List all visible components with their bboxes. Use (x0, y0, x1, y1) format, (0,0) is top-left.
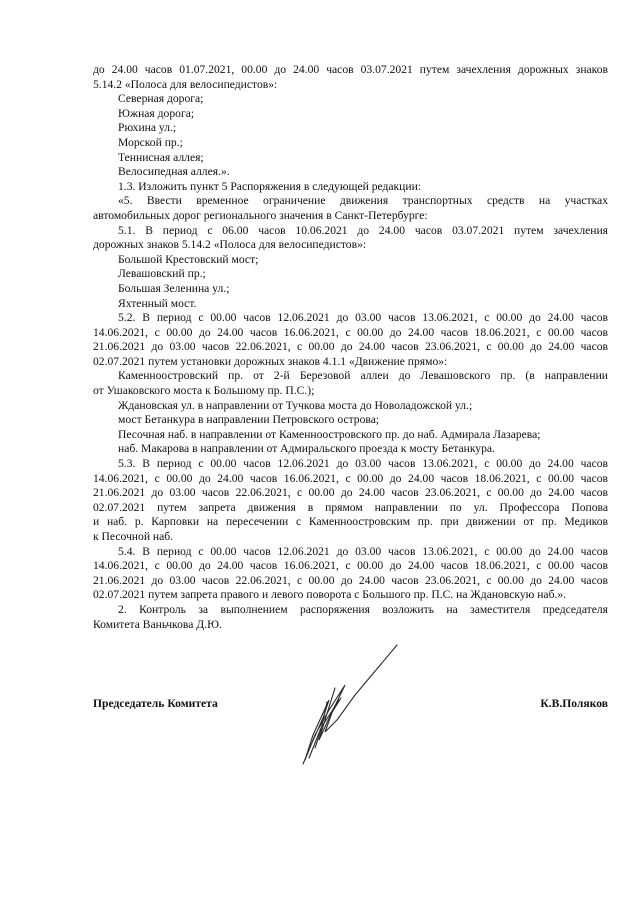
text-line: Яхтенный мост. (118, 296, 197, 310)
text-line: 5.3. В период с 00.00 часов 12.06.2021 до 03.00 часов 13.06.2021, с 00.00 до 24.00 часов (118, 457, 608, 471)
text-line: 21.06.2021 до 03.00 часов 22.06.2021, с 00.00 до 24.00 часов 23.06.2021, с 00.00 до 24.00 часов (93, 340, 608, 354)
signatory-name: К.В.Поляков (540, 697, 608, 710)
text-line: Комитета Ваньчкова Д.Ю. (93, 617, 222, 631)
text-line: к Песочной наб. (93, 530, 174, 543)
text-line: Велосипедная аллея.». (118, 165, 230, 179)
text-line: 14.06.2021, с 00.00 до 24.00 часов 16.06.2021, с 00.00 до 24.00 часов 18.06.2021, с 00.00 часов (93, 471, 608, 485)
text-line: наб. Макарова в направлении от Адмиральского проезда к мосту Бетанкура. (118, 442, 495, 456)
text-line: Каменноостровский пр. от 2-й Березовой аллеи до Левашовского пр. (в направлении (118, 369, 608, 383)
text-line: Большая Зеленина ул.; (118, 281, 230, 295)
text-line: 5.14.2 «Полоса для велосипедистов»: (93, 77, 278, 91)
text-line: 02.07.2021 путем запрета движения в прямом направлении по ул. Профессора Попова (93, 500, 608, 514)
document-body (93, 63, 608, 632)
text-line: Левашовский пр.; (118, 267, 206, 281)
text-line: Рюхина ул.; (118, 121, 177, 135)
text-line: 5.2. В период с 00.00 часов 12.06.2021 до 03.00 часов 13.06.2021, с 00.00 до 24.00 часов (118, 311, 608, 325)
text-line: от Ушаковского моста к Большому пр. П.С.); (93, 384, 315, 398)
text-line: «5. Ввести временное ограничение движения транспортных средств на участках (118, 194, 608, 208)
text-line: 5.1. В период с 06.00 часов 10.06.2021 до 24.00 часов 03.07.2021 путем зачехления (118, 223, 608, 237)
text-line: 1.3. Изложить пункт 5 Распоряжения в следующей редакции: (118, 179, 421, 193)
text-line: и наб. р. Карповки на пересечении с Каменноостровским пр. при движении от пр. Медиков (93, 515, 608, 529)
signatory-title: Председатель Комитета (93, 697, 218, 710)
text-line: Теннисная аллея; (118, 150, 204, 164)
text-line: Большой Крестовский мост; (118, 252, 259, 266)
text-line: 02.07.2021 путем запрета правого и левого поворота с Большого пр. П.С. на Ждановскую наб.». (93, 588, 567, 602)
text-line: Северная дорога; (118, 92, 204, 106)
text-line: 02.07.2021 путем установки дорожных знаков 4.1.1 «Движение прямо»: (93, 354, 448, 368)
text-line: 21.06.2021 до 03.00 часов 22.06.2021, с 00.00 до 24.00 часов 23.06.2021, с 00.00 до 24.00 часов (93, 486, 608, 500)
text-line: 14.06.2021, с 00.00 до 24.00 часов 16.06.2021, с 00.00 до 24.00 часов 18.06.2021, с 00.00 часов (93, 559, 608, 573)
text-line: автомобильных дорог регионального значения в Санкт-Петербурге: (93, 208, 428, 222)
text-line: 2. Контроль за выполнением распоряжения возложить на заместителя председателя (118, 602, 608, 616)
text-line: Ждановская ул. в направлении от Тучкова моста до Новоладожской ул.; (118, 398, 473, 412)
text-line: 14.06.2021, с 00.00 до 24.00 часов 16.06.2021, с 00.00 до 24.00 часов 18.06.2021, с 00.00 часов (93, 325, 608, 339)
text-line: до 24.00 часов 01.07.2021, 00.00 до 24.00 часов 03.07.2021 путем зачехления дорожных знаков (93, 63, 608, 76)
text-line: Морской пр.; (118, 135, 183, 149)
text-line: Песочная наб. в направлении от Каменноостровского пр. до наб. Адмирала Лазарева; (118, 427, 541, 441)
text-line: Южная дорога; (118, 106, 195, 120)
signature-block (93, 697, 608, 713)
text-line: дорожных знаков 5.14.2 «Полоса для велосипедистов»: (93, 238, 367, 252)
text-line: 5.4. В период с 00.00 часов 12.06.2021 до 03.00 часов 13.06.2021, с 00.00 до 24.00 часов (118, 544, 608, 558)
text-line: 21.06.2021 до 03.00 часов 22.06.2021, с 00.00 до 24.00 часов 23.06.2021, с 00.00 до 24.00 часов (93, 573, 608, 587)
text-line: мост Бетанкура в направлении Петровского острова; (118, 413, 380, 427)
